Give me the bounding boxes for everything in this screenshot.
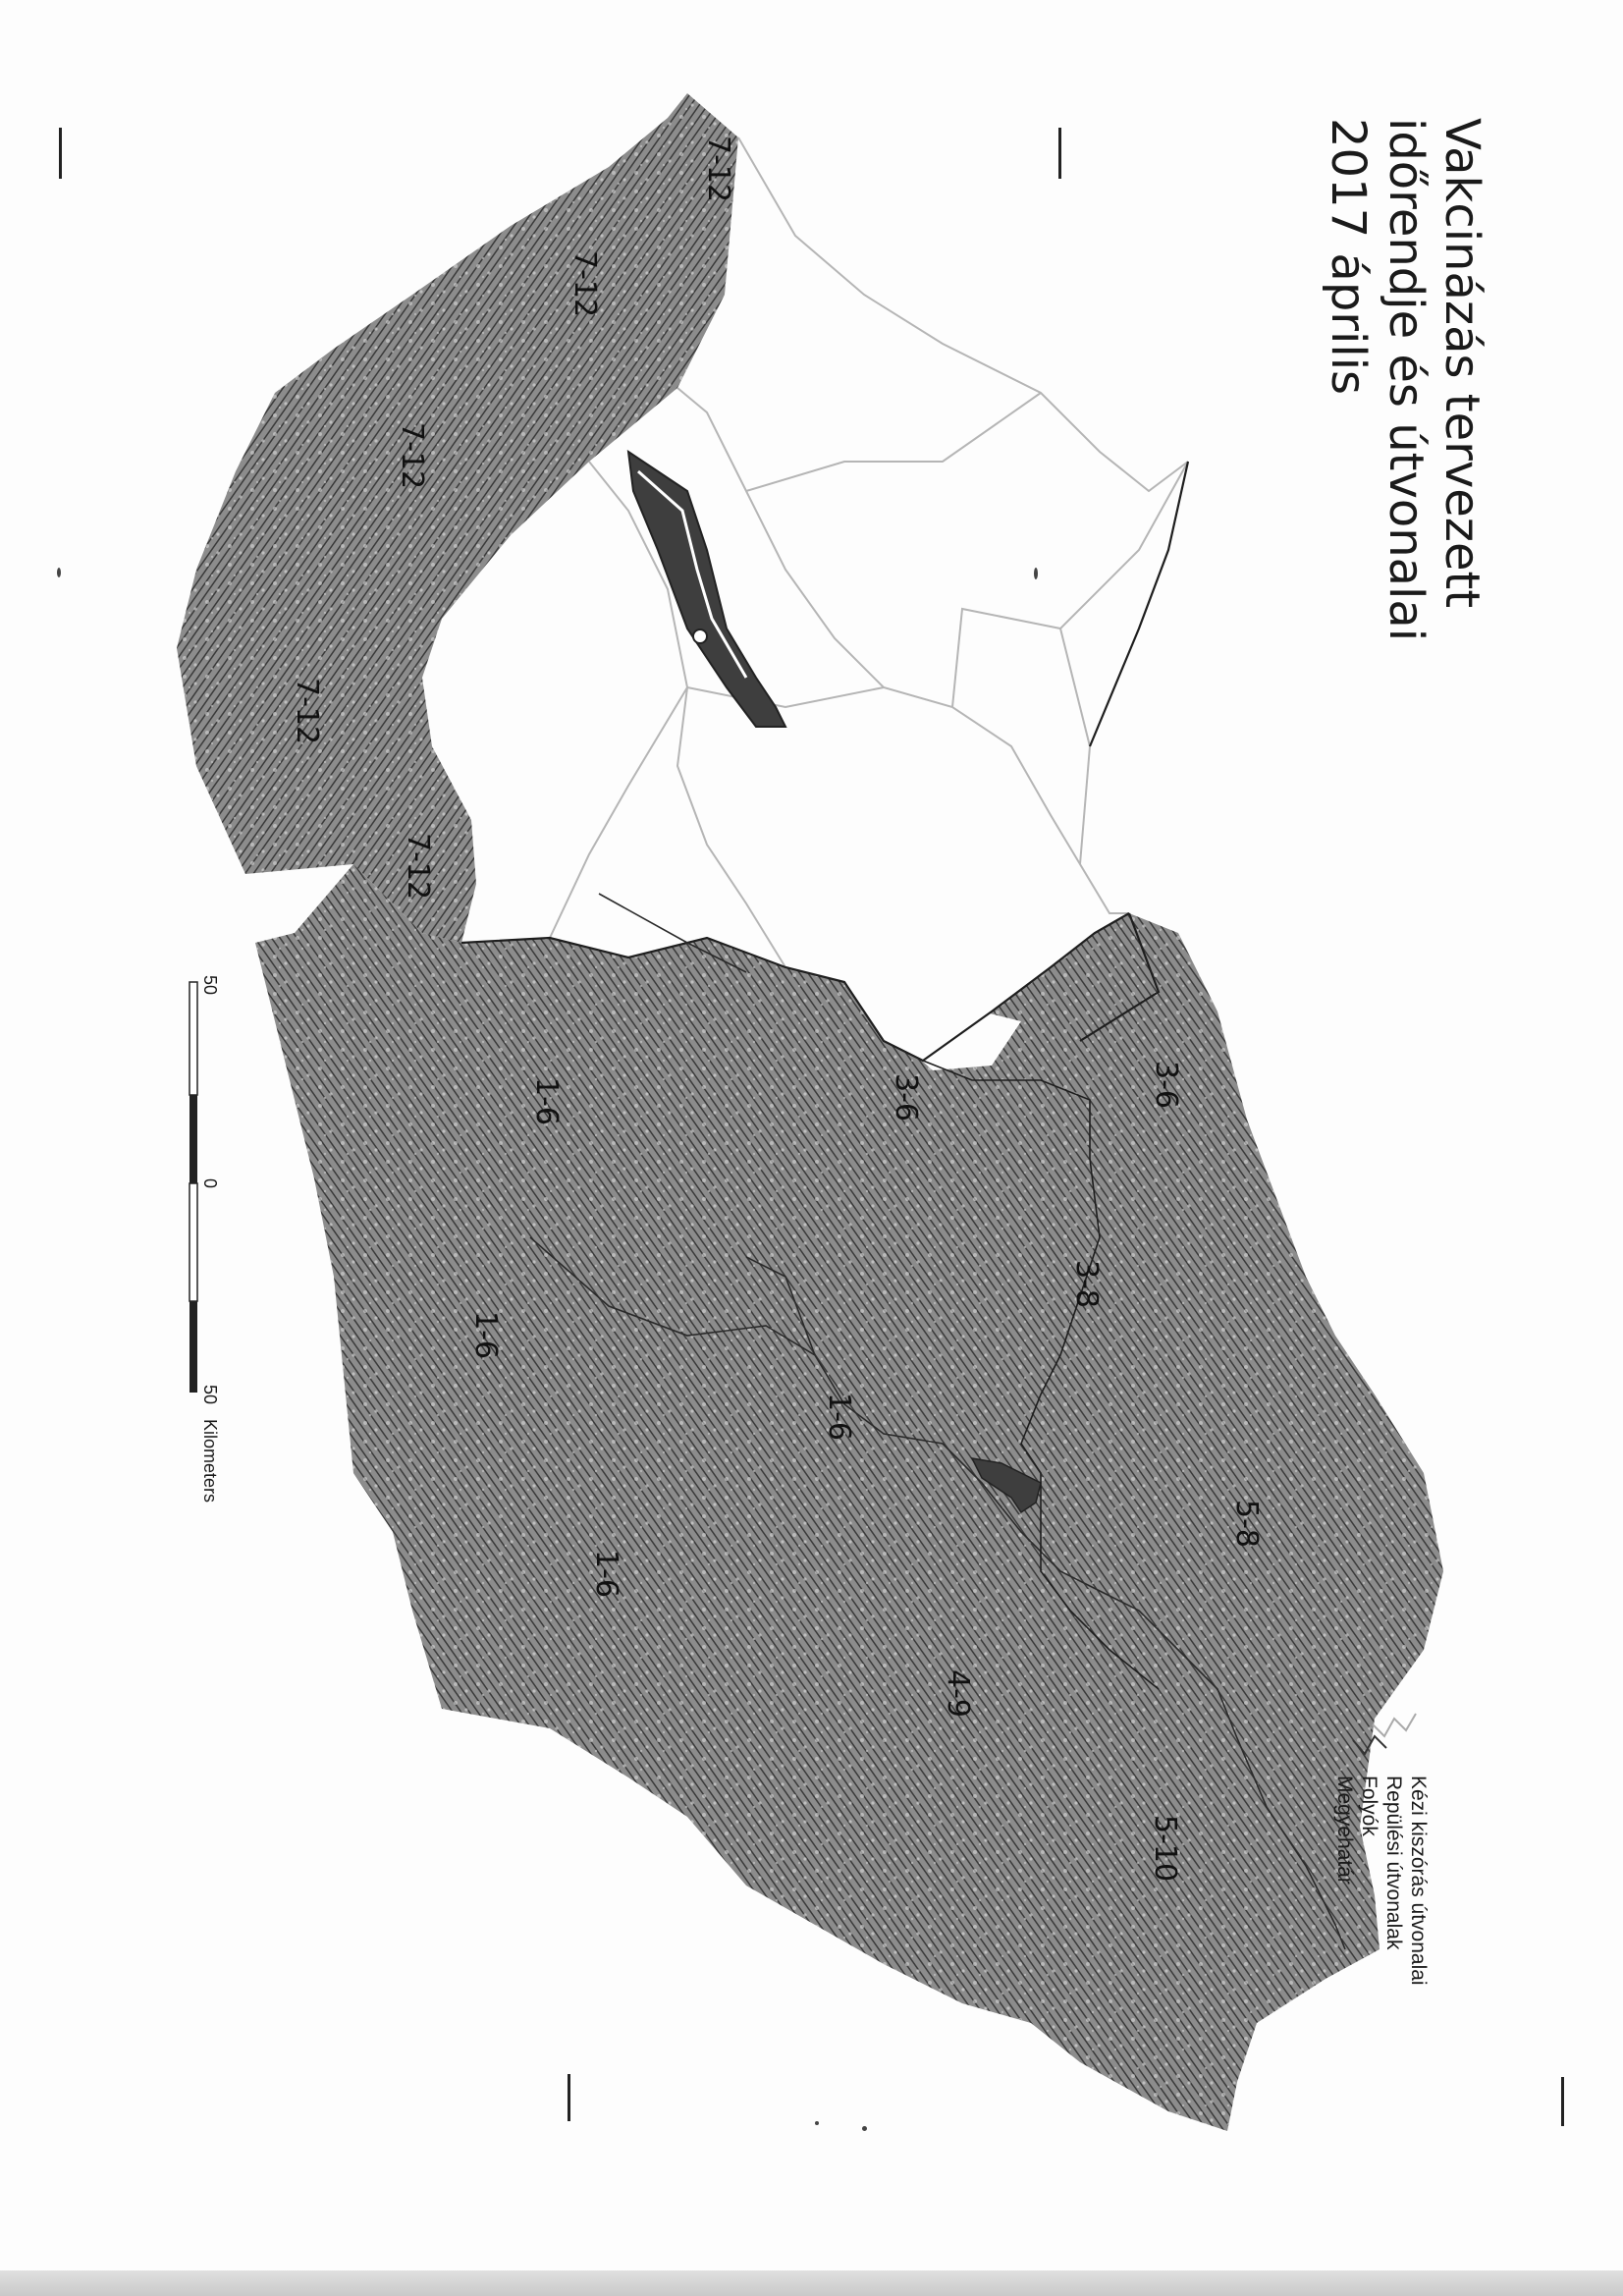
lake-island — [693, 629, 707, 643]
legend-item-1: Kézi kiszórás útvonalai — [1407, 1776, 1430, 1986]
vaccination-area — [177, 93, 1443, 2131]
zone-label: 7-12 — [701, 136, 735, 203]
zone-label: 1-6 — [468, 1311, 503, 1359]
zone-label: 3-6 — [1149, 1061, 1183, 1109]
title-line-3: 2017 április — [1321, 118, 1376, 396]
legend-item-3: Folyók — [1358, 1776, 1380, 1836]
legend-item-2: Repülési útvonalak — [1382, 1776, 1405, 1950]
zone-label: 4-9 — [941, 1669, 975, 1718]
zone-label: 1-6 — [529, 1077, 564, 1125]
main-area-speckle — [255, 864, 1443, 2131]
zone-label: 3-8 — [1069, 1260, 1104, 1308]
scale-left-value: 50 — [200, 975, 220, 996]
zone-label: 7-12 — [401, 833, 435, 901]
title-line-1: Vakcinázás tervezett — [1434, 118, 1489, 609]
zone-label: 7-12 — [290, 678, 324, 745]
scale-unit: Kilometers — [200, 1419, 220, 1503]
map-title — [1321, 118, 1489, 641]
legend-item-4: Megyehatár — [1333, 1776, 1356, 1885]
zone-label: 1-6 — [822, 1393, 856, 1441]
zone-label: 7-12 — [395, 422, 429, 490]
zone-label: 5-10 — [1148, 1815, 1182, 1883]
zone-label: 1-6 — [589, 1550, 623, 1598]
zone-label: 3-6 — [889, 1073, 923, 1121]
zone-label: 5-8 — [1229, 1500, 1264, 1548]
main-lake — [628, 452, 785, 727]
scale-mid-value: 0 — [200, 1178, 220, 1189]
title-line-2: időrendje és útvonalai — [1379, 118, 1434, 642]
hand-route-icon — [1373, 1714, 1416, 1736]
zone-label: 7-12 — [568, 250, 602, 318]
scale-bar — [189, 975, 220, 1503]
scale-right-value: 50 — [200, 1385, 220, 1405]
